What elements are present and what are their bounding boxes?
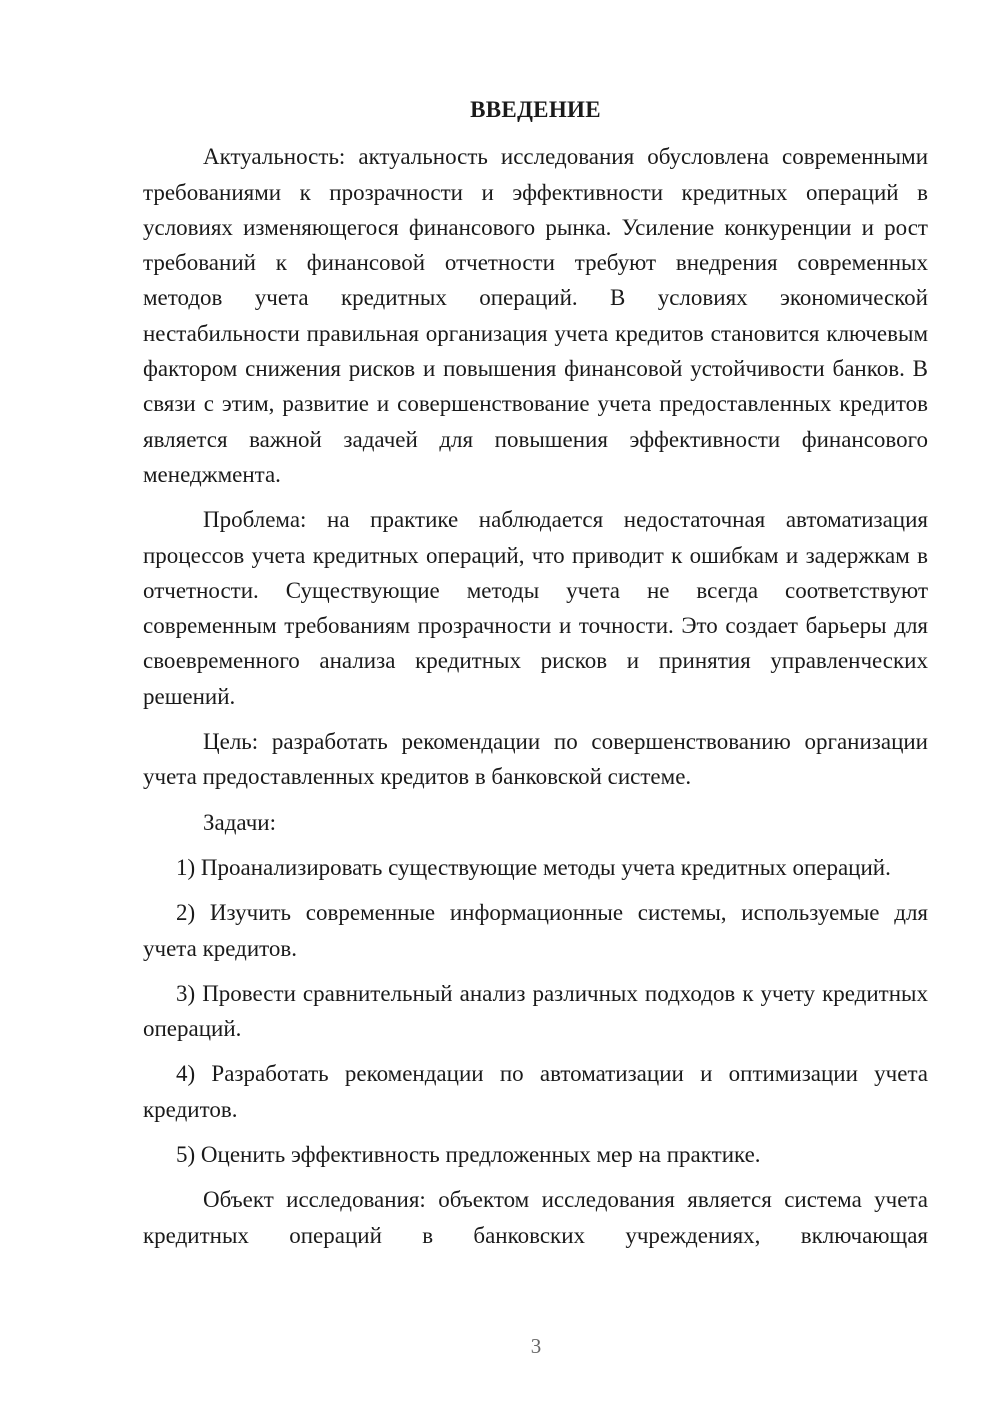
- paragraph-goal: Цель: разработать рекомендации по совершенствованию организации учета предоставленных кредитов в банковской системе.: [143, 729, 928, 790]
- paragraph-object: Объект исследования: объектом исследования является система учета кредитных операций в банковских учреждениях, включающая: [143, 1187, 928, 1248]
- paragraph-relevance: Актуальность: актуальность исследования обусловлена современными требованиями к прозрачности и эффективности кредитных операций в условиях изменяющегося финансового рынка. Усиление конкуренции и рост требований к финансовой отчетности требуют внедрения современных методов учета кредитных операций. В условиях экономической нестабильности правильная организация учета кредитов становится ключевым фактором снижения рисков и повышения финансовой устойчивости банков. В связи с этим, развитие и совершенствование учета предоставленных кредитов является важной задачей для повышения эффективности финансового менеджмента.: [143, 144, 928, 487]
- tasks-label: Задачи:: [203, 809, 276, 835]
- page-number: 3: [530, 1334, 542, 1358]
- task-item: 2) Изучить современные информационные системы, используемые для учета кредитов.: [143, 900, 928, 961]
- task-item: 1) Проанализировать существующие методы учета кредитных операций.: [176, 854, 891, 880]
- paragraph-problem: Проблема: на практике наблюдается недостаточная автоматизация процессов учета кредитных операций, что приводит к ошибкам и задержкам в отчетности. Существующие методы учета не всегда соответствуют современным требованиям прозрачности и точности. Это создает барьеры для своевременного анализа кредитных рисков и принятия управленческих решений.: [143, 507, 928, 709]
- page-content: [143, 92, 928, 1263]
- task-item: 5) Оценить эффективность предложенных мер на практике.: [176, 1142, 761, 1168]
- page-title: ВВЕДЕНИЕ: [470, 97, 601, 122]
- task-item: 4) Разработать рекомендации по автоматизации и оптимизации учета кредитов.: [143, 1061, 928, 1122]
- task-item: 3) Провести сравнительный анализ различных подходов к учету кредитных операций.: [143, 980, 928, 1042]
